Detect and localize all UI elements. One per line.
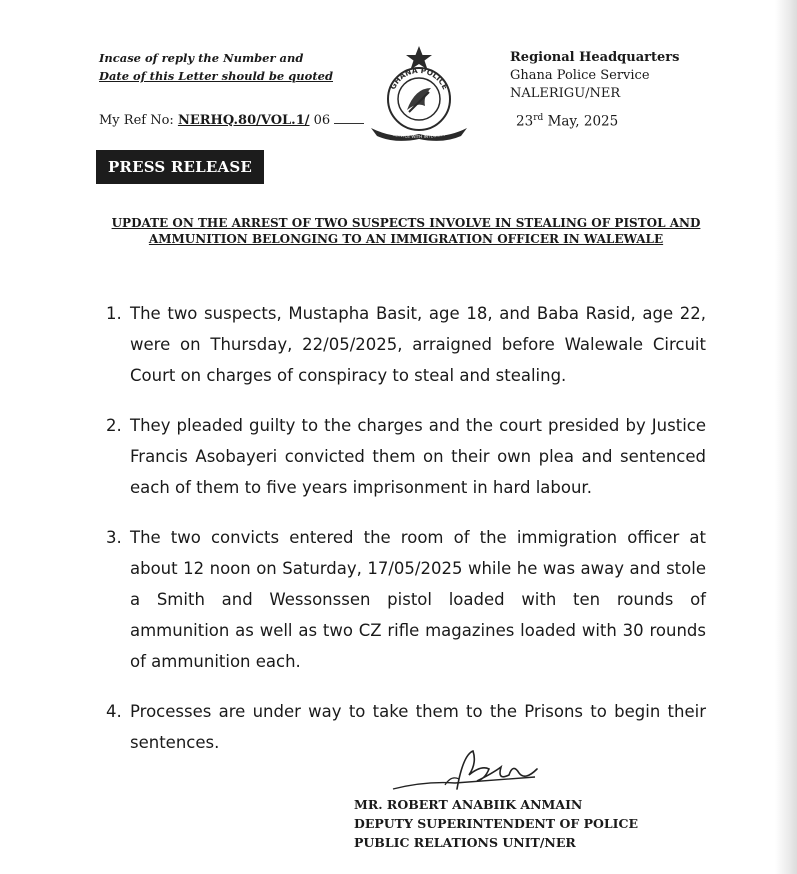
item-text: Processes are under way to take them to the Prisons to begin their sentences. [130,702,706,752]
item-number: 1. [106,304,122,323]
reply-note-line-2: Date of this Letter should be quoted [99,69,333,83]
reply-note-line-1: Incase of reply the Number and [99,51,304,65]
crest-motto: SERVICE WITH INTEGRITY [392,131,446,140]
headquarters-address [510,49,679,103]
press-release-label: PRESS RELEASE [96,150,264,184]
reply-note [99,49,333,85]
item-text: The two suspects, Mustapha Basit, age 18, and Baba Rasid, age 22, were on Thursday, 22/05/2025, arraigned before Walewale Circuit Court on charges of conspiracy to steal and stealing. [130,304,706,385]
date-day: 23 [516,113,534,130]
reference-suffix: 06 [313,113,331,128]
reference-underline [334,113,364,124]
page-edge-shadow [775,0,797,874]
list-item [106,298,706,391]
list-item [106,522,706,677]
item-number: 3. [106,528,122,547]
headquarters-location: NALERIGU/NER [510,86,621,101]
item-number: 4. [106,702,122,721]
signatory-title: DEPUTY SUPERINTENDENT OF POLICE [354,816,638,831]
signatory-unit: PUBLIC RELATIONS UNIT/NER [354,835,576,850]
item-text: They pleaded guilty to the charges and the court presided by Justice Francis Asobayeri convicted them on their own plea and sentenced each of them to five years imprisonment in hard labour. [130,416,706,497]
headquarters-service: Ghana Police Service [510,68,650,83]
item-text: The two convicts entered the room of the immigration officer at about 12 noon on Saturday, 17/05/2025 while he was away and stole a Smith and Wessonssen pistol loaded with ten rounds of ammunition as well as two CZ rifle magazines loaded with 30 rounds of ammunition each. [130,528,706,671]
reference-value: NERHQ.80/VOL.1/ [177,113,310,128]
headline: UPDATE ON THE ARREST OF TWO SUSPECTS INVOLVE IN STEALING OF PISTOL AND AMMUNITION BELONGING TO AN IMMIGRATION OFFICER IN WALEWALE [111,216,701,246]
list-item [106,410,706,503]
date-rest: May, 2025 [547,113,619,130]
reference-number [99,113,364,128]
item-number: 2. [106,416,122,435]
signatory-block [354,795,638,852]
letter-date [516,113,618,130]
headquarters-title: Regional Headquarters [510,50,680,65]
handwritten-signature [385,745,555,797]
date-ordinal: rd [533,113,544,123]
signatory-name: MR. ROBERT ANABIIK ANMAIN [354,797,583,812]
reference-label: My Ref No: [99,113,174,128]
release-items [106,298,706,777]
crest-text: GHANA POLICE [388,65,450,91]
ghana-police-crest-icon [365,44,473,144]
